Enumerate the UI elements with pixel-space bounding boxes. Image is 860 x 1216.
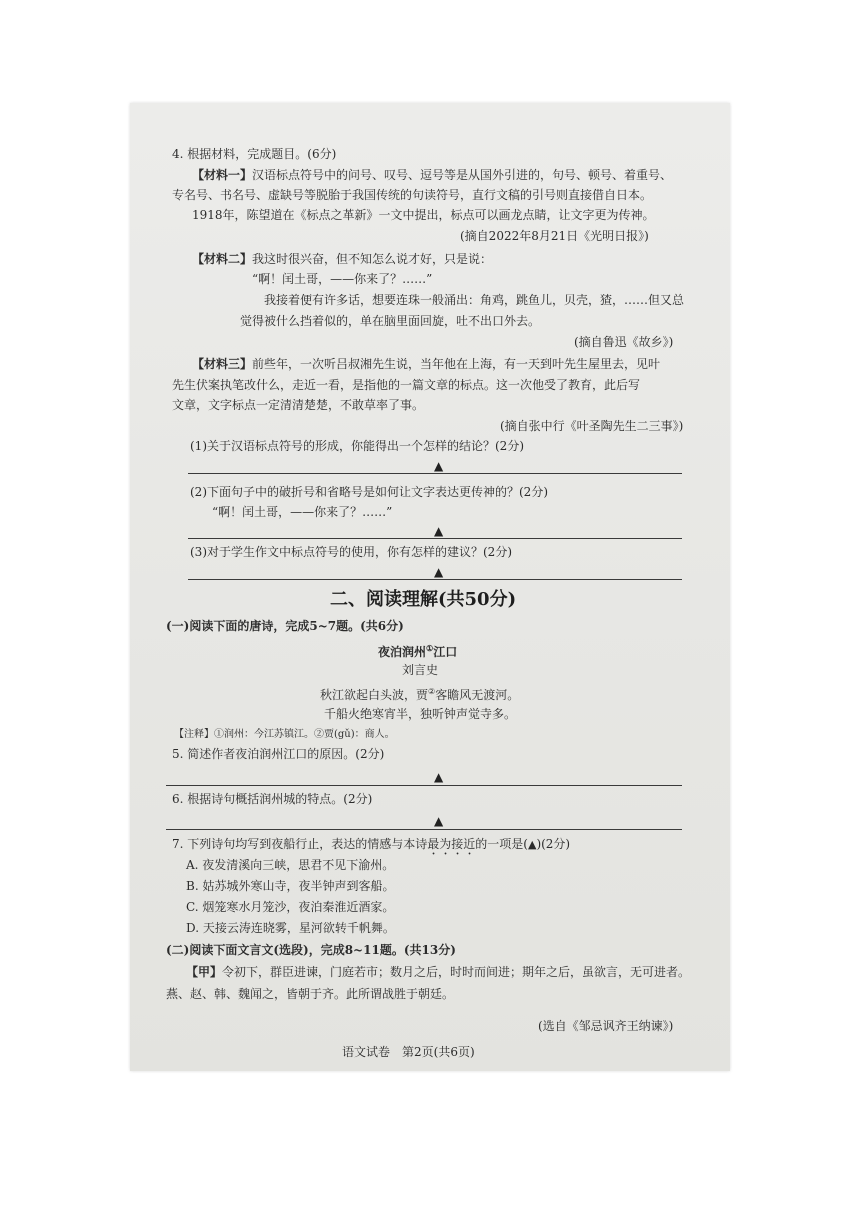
part-1-intro: (一)阅读下面的唐诗，完成5~7题。(共6分) (166, 619, 404, 633)
answer-line[interactable] (188, 473, 682, 474)
material-3-tag: 【材料三】 (192, 357, 253, 371)
q7-option-a: A. 夜发清溪向三峡，思君不见下渝州。 (186, 858, 395, 872)
q4-sub-3: (3)对于学生作文中标点符号的使用，你有怎样的建议？(2分) (190, 545, 512, 559)
part-2-intro: (二)阅读下面文言文(选段)，完成8~11题。(共13分) (166, 943, 456, 957)
answer-mark: ▲ (434, 524, 444, 538)
material-2-line-1 (192, 251, 492, 267)
q6: 6. 根据诗句概括润州城的特点。(2分) (172, 792, 373, 806)
material-1-text: 汉语标点符号中的问号、叹号、逗号等是从国外引进的，句号、顿号、着重号、 (252, 168, 673, 182)
material-2-line-2: “啊！闰土哥，——你来了？……” (252, 272, 433, 286)
jia-line-2: 燕、赵、韩、魏闻之，皆朝于齐。此所谓战胜于朝廷。 (166, 987, 455, 1001)
q5: 5. 简述作者夜泊润州江口的原因。(2分) (172, 747, 385, 761)
q7 (172, 836, 570, 858)
answer-line[interactable] (188, 579, 682, 580)
poem-line-text: 秋江欲起白头波，贾 (320, 688, 429, 702)
material-1-line-2: 专名号、书名号、虚缺号等脱胎于我国传统的句读符号，直行文稿的引号则直接借自日本。 (172, 188, 653, 202)
jia-source: (选自《邹忌讽齐王纳谏》) (538, 1019, 674, 1033)
poem-line-text: 客瞻风无渡河。 (435, 688, 520, 702)
poem-line-1 (320, 684, 519, 703)
poem-author: 刘言史 (402, 663, 439, 677)
material-2-text: 我这时很兴奋，但不知怎么说才好，只是说： (252, 252, 493, 266)
q4-title: 4. 根据材料，完成题目。(6分) (172, 147, 337, 161)
note-marker: ② (428, 687, 436, 696)
material-1-line-3: 1918年，陈望道在《标点之革新》一文中提出，标点可以画龙点睛，让文字更为传神。 (192, 208, 655, 222)
answer-line[interactable] (166, 829, 682, 830)
material-1-source: (摘自2022年8月21日《光明日报》) (460, 229, 649, 243)
q7-option-b: B. 姑苏城外寒山寺，夜半钟声到客船。 (186, 879, 395, 893)
q7-emphasis: 最为接近 (427, 837, 476, 851)
material-3-source: (摘自张中行《叶圣陶先生二三事》) (500, 419, 684, 433)
answer-mark: ▲ (434, 770, 444, 784)
jia-tag: 【甲】 (186, 965, 223, 979)
material-2-line-4: 觉得被什么挡着似的，单在脑里面回旋，吐不出口外去。 (240, 314, 541, 328)
q7-text: 的一项是( (475, 837, 528, 851)
q7-text: 7. 下列诗句均写到夜船行止，表达的情感与本诗 (172, 837, 428, 851)
poem-title-text: 江口 (433, 645, 458, 659)
answer-mark: ▲ (434, 565, 444, 579)
note-marker: ① (426, 643, 434, 653)
material-3-line-1 (192, 356, 660, 372)
material-3-text: 前些年，一次听吕叔湘先生说，当年他在上海，有一天到叶先生屋里去，见叶 (252, 357, 661, 371)
material-2-tag: 【材料二】 (192, 252, 253, 266)
answer-mark[interactable]: ▲ (527, 838, 537, 851)
q4-sub-2: (2)下面句子中的破折号和省略号是如何让文字表达更传神的？(2分) (190, 485, 548, 499)
poem-title (378, 640, 457, 660)
jia-line-1 (186, 964, 690, 980)
answer-line[interactable] (166, 785, 682, 786)
exam-page (130, 103, 730, 1071)
q7-text: )(2分) (536, 837, 571, 851)
material-3-line-2: 先生伏案执笔改什么，走近一看，是指他的一篇文章的标点。这一次他受了教育，此后写 (172, 378, 641, 392)
material-3-line-3: 文章，文字标点一定清清楚楚，不敢草率了事。 (172, 398, 425, 412)
jia-text: 令初下，群臣进谏，门庭若市；数月之后，时时而间进；期年之后，虽欲言，无可进者。 (222, 965, 691, 979)
material-2-source: (摘自鲁迅《故乡》) (574, 335, 674, 349)
poem-line-2: 千船火绝寒宵半，独听钟声觉寺多。 (324, 707, 517, 721)
q4-sub-1: (1)关于汉语标点符号的形成，你能得出一个怎样的结论？(2分) (190, 439, 524, 453)
q7-option-c: C. 烟笼寒水月笼沙，夜泊秦淮近酒家。 (186, 900, 395, 914)
answer-line[interactable] (188, 538, 682, 539)
material-1-tag: 【材料一】 (192, 168, 253, 182)
answer-mark: ▲ (434, 814, 444, 828)
answer-mark: ▲ (434, 459, 444, 473)
q4-sub-2-quote: “啊！闰土哥，——你来了？……” (212, 505, 393, 519)
material-2-line-3: 我接着便有许多话，想要连珠一般涌出：角鸡，跳鱼儿，贝壳，猹，……但又总 (264, 293, 685, 307)
q7-option-d: D. 天接云涛连晓雾，星河欲转千帆舞。 (186, 921, 395, 935)
section-heading: 二、阅读理解(共50分) (330, 589, 517, 610)
poem-note: 【注释】①润州：今江苏镇江。②贾(gǔ)：商人。 (174, 729, 395, 740)
page-footer: 语文试卷 第2页(共6页) (342, 1045, 475, 1059)
material-1-line-1 (192, 167, 672, 183)
poem-title-text: 夜泊润州 (378, 645, 427, 659)
